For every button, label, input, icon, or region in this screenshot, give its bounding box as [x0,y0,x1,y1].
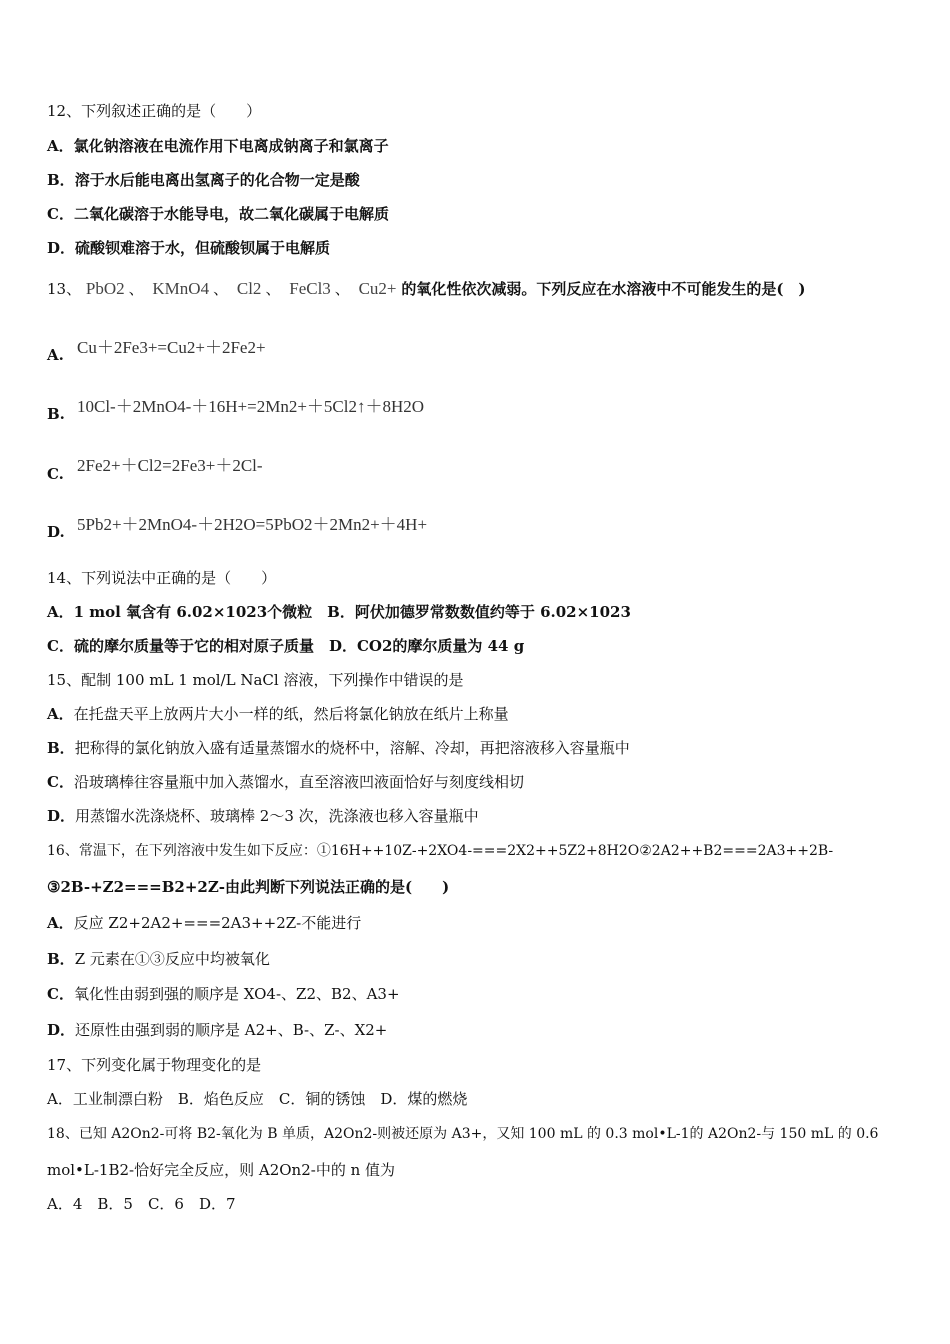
option-text: 在托盘天平上放两片大小一样的纸，然后将氯化钠放在纸片上称量 [73,705,509,723]
q18-stem-line2: mol•L-1B2-恰好完全反应，则 A2On2-中的 n 值为 [47,1161,396,1179]
option-text: 把称得的氯化钠放入盛有适量蒸馏水的烧杯中，溶解、冷却，再把溶液移入容量瓶中 [74,739,630,757]
option-text: 氯化钠溶液在电流作用下电离成钠离子和氯离子 [73,137,389,155]
q12-option-d [47,238,330,258]
q12-option-c [47,204,389,224]
q13-option-a-label: A. [47,346,64,364]
option-label: B． [47,950,75,968]
q14-options-line2: C．硫的摩尔质量等于它的相对原子质量 D．CO2的摩尔质量为 44 g [47,637,525,655]
option-label: C． [47,985,74,1003]
q14-options-line1: A．1 mol 氧含有 6.02×1023个微粒 B．阿伏加德罗常数数值约等于 6.02×1023 [47,603,631,621]
q16-stem-line1: 16、常温下，在下列溶液中发生如下反应：①16H++10Z-+2XO4-===2X2++5Z2+8H2O②2A2++B2===2A3++2B- [47,843,834,859]
q15-stem: 15、配制 100 mL 1 mol/L NaCl 溶液，下列操作中错误的是 [47,671,464,689]
q16-option-a [47,913,361,933]
option-text: Z 元素在①③反应中均被氧化 [74,950,270,968]
option-text: 用蒸馏水洗涤烧杯、玻璃棒 2～3 次，洗涤液也移入容量瓶中 [75,807,479,825]
option-label: D． [47,1021,76,1039]
q13-stem: 13、 PbO2 、 KMnO4 、 Cl2 、 FeCl3 、 Cu2+ 的氧化性依次减弱。下列反应在水溶液中不可能发生的是( ) [47,279,806,298]
option-label: D． [47,807,76,825]
q18-options: A．4 B．5 C．6 D．7 [47,1195,236,1213]
option-label: C． [47,773,74,791]
q16-option-c [47,984,400,1004]
option-label: A． [47,137,74,155]
q12-option-a [47,136,389,156]
q13-option-c-label: C. [47,465,64,483]
q13-option-a-formula: Cu＋2Fe3+=Cu2+＋2Fe2+ [77,338,266,357]
q15-option-a [47,704,509,724]
q16-option-d [47,1020,387,1040]
q13-number: 13、 [47,280,82,298]
q15-option-d [47,806,479,826]
q13-option-c-formula: 2Fe2+＋Cl2=2Fe3+＋2Cl- [77,456,263,475]
q13-species-1: PbO2 [85,279,125,298]
q12-stem: 12、下列叙述正确的是（ ） [47,102,262,120]
q16-option-b [47,949,270,969]
q13-species-5: Cu2+ [358,279,397,298]
option-label: B． [47,171,75,189]
option-label: A． [47,914,74,932]
q13-option-b-label: B. [47,405,65,423]
q16-stem-line2: ③2B-+Z2===B2+2Z-由此判断下列说法正确的是( ) [47,878,450,896]
q17-stem: 17、下列变化属于物理变化的是 [47,1056,262,1074]
q17-options: A．工业制漂白粉 B．焰色反应 C．铜的锈蚀 D．煤的燃烧 [47,1090,468,1108]
option-label: D． [47,239,76,257]
option-text: 溶于水后能电离出氢离子的化合物一定是酸 [74,171,360,189]
q13-species-2: KMnO4 [152,279,210,298]
option-text: 硫酸钡难溶于水，但硫酸钡属于电解质 [75,239,331,257]
q13-option-b-formula: 10Cl-＋2MnO4-＋16H+=2Mn2+＋5Cl2↑＋8H2O [77,397,425,416]
option-text: 沿玻璃棒往容量瓶中加入蒸馏水，直至溶液凹液面恰好与刻度线相切 [73,773,524,791]
option-text: 二氧化碳溶于水能导电，故二氧化碳属于电解质 [73,205,389,223]
option-text: 反应 Z2+2A2+===2A3++2Z-不能进行 [73,914,362,932]
q13-option-d-label: D. [47,523,65,541]
q14-stem: 14、下列说法中正确的是（ ） [47,569,277,587]
q18-stem-line1: 18、已知 A2On2-可将 B2-氧化为 B 单质，A2On2-则被还原为 A3+，又知 100 mL 的 0.3 mol•L-1的 A2On2-与 150 mL 的 0.6 [47,1126,879,1142]
option-label: C． [47,205,74,223]
q15-option-b [47,738,630,758]
option-label: B． [47,739,75,757]
q13-stem-tail: 的氧化性依次减弱。下列反应在水溶液中不可能发生的是( ) [401,280,806,298]
option-text: 氧化性由弱到强的顺序是 XO4-、Z2、B2、A3+ [73,985,400,1003]
option-label: A． [47,705,74,723]
q13-option-d-formula: 5Pb2+＋2MnO4-＋2H2O=5PbO2＋2Mn2+＋4H+ [77,515,428,534]
q13-species-4: FeCl3 [289,279,331,298]
option-text: 还原性由强到弱的顺序是 A2+、B-、Z-、X2+ [75,1021,388,1039]
q13-species-3: Cl2 [236,279,262,298]
q12-option-b [47,170,360,190]
q15-option-c [47,772,524,792]
